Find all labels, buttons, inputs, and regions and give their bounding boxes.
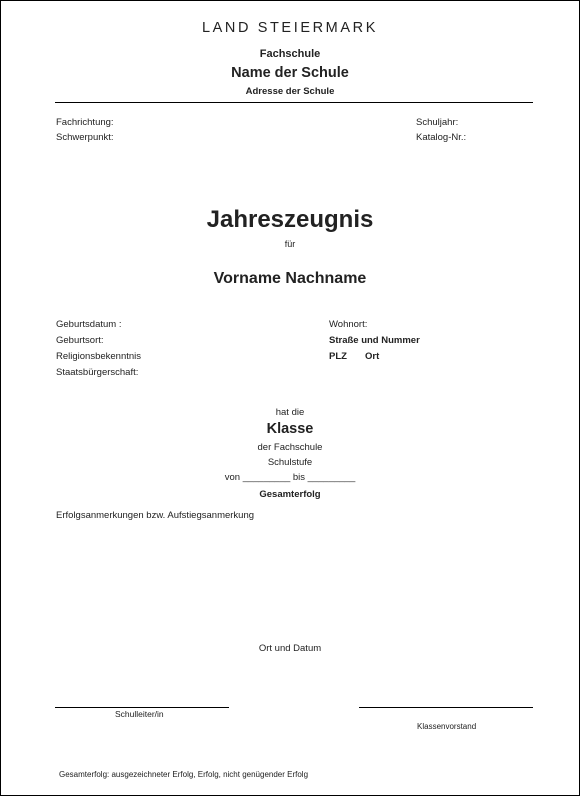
- hat-die-label: hat die: [275, 407, 305, 418]
- schwerpunkt-label: Schwerpunkt:: [56, 132, 114, 143]
- fachrichtung-label: Fachrichtung:: [56, 117, 114, 128]
- principal-signature-line: [55, 707, 229, 708]
- for-label: für: [284, 239, 296, 249]
- document-title: Jahreszeugnis: [206, 206, 374, 233]
- principal-signature-label: Schulleiter/in: [115, 709, 164, 719]
- header-divider: [55, 102, 533, 103]
- katalog-nr-label: Katalog-Nr.:: [416, 132, 467, 143]
- school-address: Adresse der Schule: [245, 86, 335, 97]
- school-type: Fachschule: [259, 48, 321, 60]
- class-teacher-signature-line: [359, 707, 533, 708]
- von-bis-line: von _________ bis _________: [224, 472, 356, 483]
- ort-label: Ort: [365, 351, 380, 362]
- street-label: Straße und Nummer: [329, 335, 420, 346]
- der-fachschule-label: der Fachschule: [257, 442, 323, 453]
- ort-datum-label: Ort und Datum: [258, 643, 322, 654]
- class-teacher-signature-label: Klassenvorstand: [417, 722, 477, 731]
- schulstufe-label: Schulstufe: [267, 457, 313, 468]
- gesamterfolg-label: Gesamterfolg: [259, 489, 321, 500]
- staatsbuergerschaft-label: Staatsbürgerschaft:: [56, 367, 139, 378]
- class-label: Klasse: [266, 421, 314, 437]
- geburtsort-label: Geburtsort:: [56, 335, 104, 346]
- plz-label: PLZ: [329, 351, 347, 362]
- geburtsdatum-label: Geburtsdatum :: [56, 319, 122, 330]
- schuljahr-label: Schuljahr:: [416, 117, 459, 128]
- footer-note: Gesamterfolg: ausgezeichneter Erfolg, Erfolg, nicht genügender Erfolg: [59, 770, 309, 779]
- school-name: Name der Schule: [231, 65, 349, 81]
- wohnort-label: Wohnort:: [329, 319, 368, 330]
- anmerkungen-label: Erfolgsanmerkungen bzw. Aufstiegsanmerkung: [56, 510, 255, 521]
- religion-label: Religionsbekenntnis: [56, 351, 142, 362]
- state-heading: LAND STEIERMARK: [202, 20, 378, 36]
- student-name: Vorname Nachname: [213, 270, 367, 287]
